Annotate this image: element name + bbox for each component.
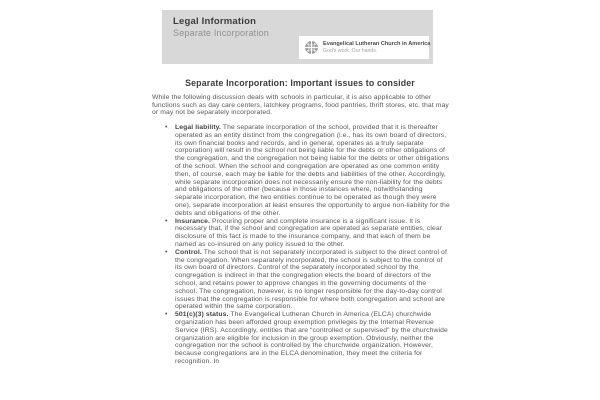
header-subtitle: Separate Incorporation (173, 28, 269, 38)
bullet-term: Insurance. (175, 217, 210, 225)
bullet-text: The school that is not separately incorporated is subject to the direct control of the congregation. When separately incorporated, the school is subject to the control of its own board of directors. Control of the separately incorporated school by the congregation is indirect in that the congregation elects the board of directors of the school, and retains power to approve changes in the governing documents of the school. The congregation, however, is no longer responsible for the day-to-day control issues that the congregation is responsible for where both congregation and school are operated within the same corporation. (175, 248, 447, 311)
logo-text (323, 41, 430, 54)
bullet-legal-liability (152, 124, 450, 218)
bullet-term: 501(c)(3) status. (175, 311, 229, 319)
bullet-list (152, 124, 450, 366)
bullet-control (152, 249, 450, 311)
elca-cross-sphere-emblem-icon (304, 40, 319, 55)
document-title: Separate Incorporation: Important issues to consider (185, 78, 415, 88)
bullet-term: Legal liability. (175, 124, 222, 131)
bullet-text: Procuring proper and complete insurance is a significant issue. It is necessary that, if the school and congregation are operated as separate entities, clear disclosure of this fact is made to the insurance company, and that each of them be named as co-insured on any policy issued to the other. (175, 217, 443, 248)
bullet-insurance (152, 218, 450, 249)
elca-logo (299, 36, 429, 59)
bullet-text: The Evangelical Lutheran Church in America (ELCA) churchwide organization has been afforded group exemption privileges by the Internal Revenue Service (IRS). Accordingly, entities that are “controlled or supervised” by the churchwide organization are eligible for inclusion in the group exemption. Obviously, neither the congregation nor the school is controlled by the churchwide organization. However, because congregations are in the ELCA denomination, they meet the criteria for recognition. In (175, 311, 448, 365)
header-title: Legal Information (173, 16, 257, 27)
intro-paragraph: While the following discussion deals with schools in particular, it is also applicable to other functions such as day care centers, latchkey programs, food pantries, thrift stores, etc. that may or may not be separately incorporated. (152, 94, 449, 117)
bullet-term: Control. (175, 248, 202, 256)
logo-tagline: God's work. Our hands. (323, 48, 378, 54)
logo-org-name: Evangelical Lutheran Church in America (323, 41, 431, 47)
bullet-501c3-status (152, 311, 450, 366)
bullet-text: The separate incorporation of the school, provided that it is thereafter operated as an entity distinct from the congregation (i.e., has its own board of directors, its own financial books and records, and in general, operates as a truly separate corporation) will result in the school not being liable for the debts or other obligations of the congregation, and the congregation not being liable for the debts or other obligations of the school. When the school and congregation are operated as one common entity then, of course, each may be liable for the debts and liabilities of the other. Accordingly, while separate incorporation does not necessarily ensure the non-liability for the debts and obligations of the other (because in those instances where, notwithstanding separate incorporation, the two entities continue to be operated as though they were one), separate incorporation at least ensures the opportunity to argue non-liability for the debts and obligations of the other. (175, 124, 450, 217)
